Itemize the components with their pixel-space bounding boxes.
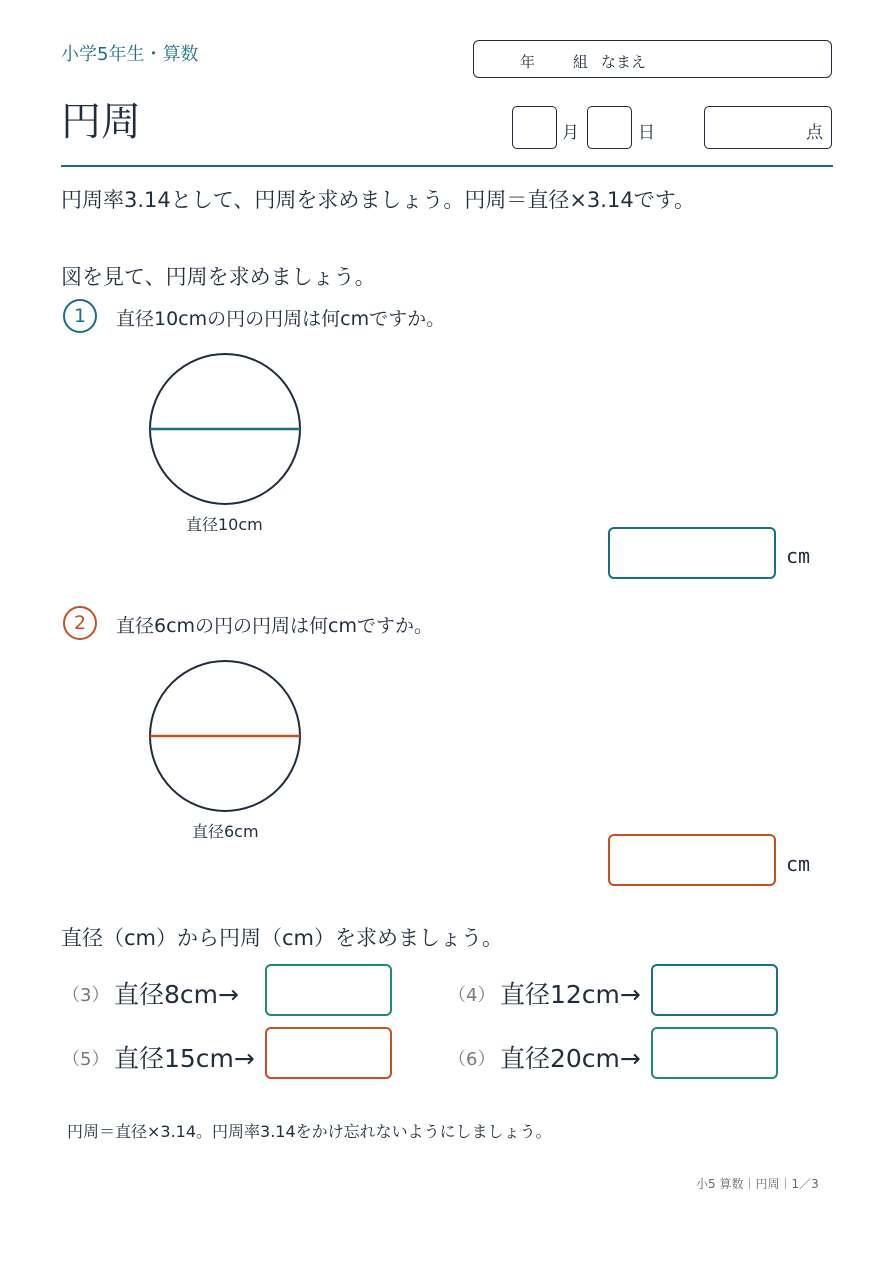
score-label: 点 (806, 123, 823, 143)
diameter-label-2: 直径6cm (192, 822, 259, 841)
problem-number-6: （6） (448, 1049, 496, 1070)
name-field[interactable] (473, 40, 832, 78)
question-number-1: 1 (63, 299, 97, 333)
problem-5-text: 直径15cm→ (114, 1044, 255, 1073)
question-2-text: 直径6cmの円の円周は何cmですか。 (116, 615, 433, 637)
circle-diagram-1 (140, 345, 310, 515)
question-number-2: 2 (63, 606, 97, 640)
name-label: なまえ (601, 53, 647, 71)
header-divider (61, 165, 833, 167)
problem-6-text: 直径20cm→ (500, 1044, 641, 1073)
class-label: 組 (573, 53, 589, 71)
answer-box-3[interactable] (265, 964, 392, 1016)
circle-diagram-2 (140, 652, 310, 822)
answer-box-4[interactable] (651, 964, 778, 1016)
grade-subject-label: 小学5年生・算数 (61, 44, 199, 65)
problem-4-text: 直径12cm→ (500, 980, 641, 1009)
answer-box-6[interactable] (651, 1027, 778, 1079)
score-field[interactable] (704, 106, 832, 149)
hint-note: 円周＝直径×3.14。円周率3.14をかけ忘れないようにしましょう。 (67, 1122, 552, 1141)
answer-box-5[interactable] (265, 1027, 392, 1079)
diameter-label-1: 直径10cm (186, 515, 263, 534)
problem-number-3: （3） (62, 985, 110, 1006)
problem-number-4: （4） (448, 985, 496, 1006)
section1-heading: 図を見て、円周を求めましょう。 (61, 265, 376, 289)
instructions: 円周率3.14として、円周を求めましょう。円周＝直径×3.14です。 (61, 188, 696, 212)
unit-label-2: cm (786, 852, 811, 876)
question-1-text: 直径10cmの円の円周は何cmですか。 (116, 308, 446, 330)
answer-box-2[interactable] (608, 834, 776, 886)
page-footer: 小5 算数｜円周｜1／3 (696, 1177, 819, 1191)
unit-label-1: cm (786, 544, 811, 568)
problem-number-5: （5） (62, 1049, 110, 1070)
answer-box-1[interactable] (608, 527, 776, 579)
month-label: 月 (562, 123, 579, 143)
year-label: 年 (520, 53, 536, 71)
day-field[interactable] (587, 106, 632, 149)
page-title: 円周 (61, 99, 141, 145)
day-label: 日 (638, 123, 655, 143)
section2-heading: 直径（cm）から円周（cm）を求めましょう。 (61, 926, 504, 950)
month-field[interactable] (512, 106, 557, 149)
problem-3-text: 直径8cm→ (114, 980, 239, 1009)
